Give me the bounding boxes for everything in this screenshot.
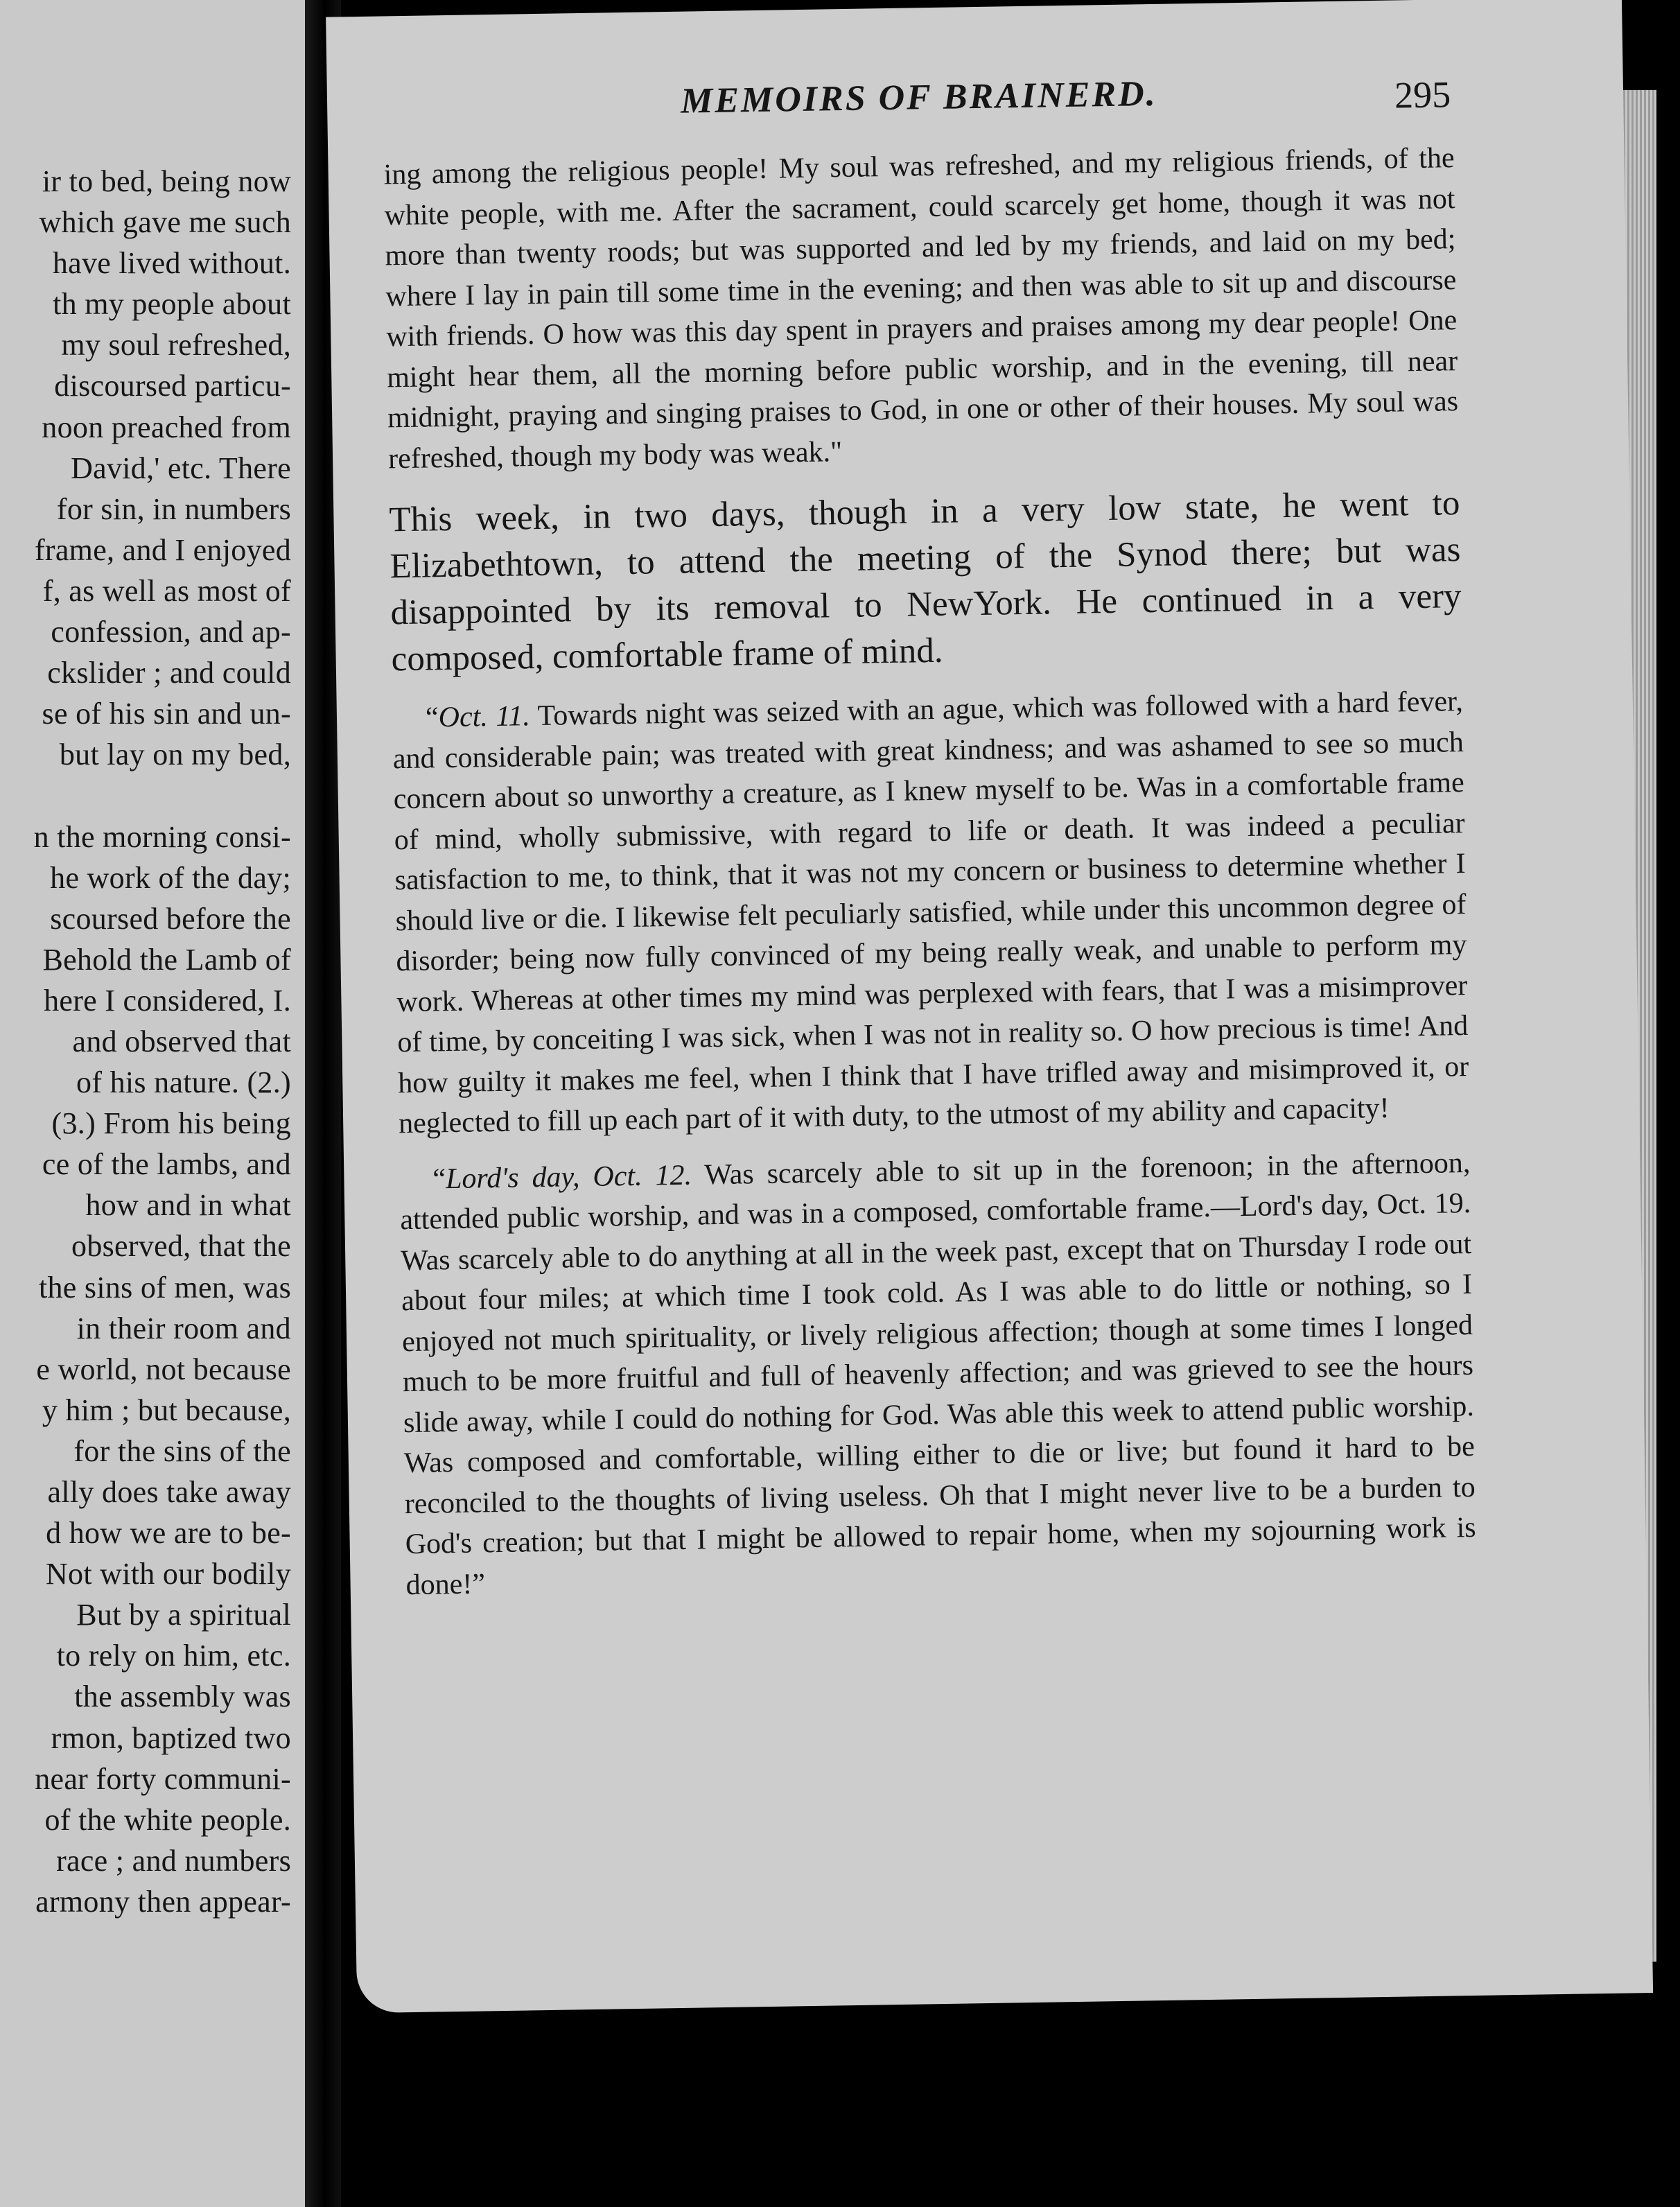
left-page-line: in their room and <box>76 1311 291 1345</box>
left-page-line: of his nature. (2.) <box>76 1065 291 1100</box>
left-page-line: n the morning consi- <box>33 819 291 854</box>
left-page-line: se of his sin and un- <box>42 697 291 731</box>
left-page-line: f, as well as most of <box>42 573 291 608</box>
left-page-line: ally does take away <box>47 1475 291 1509</box>
diary-entry <box>399 1142 1477 1605</box>
left-page <box>0 0 305 2207</box>
left-page-line: to rely on him, etc. <box>56 1639 291 1673</box>
left-page-line: he work of the day; <box>50 860 291 895</box>
left-page-line: here I considered, I. <box>44 983 291 1018</box>
entry-date: Lord's day, Oct. 12. <box>445 1159 692 1195</box>
left-page-line: ckslider ; and could <box>47 656 291 690</box>
narrative-paragraph: This week, in two days, though in a very low state, he went to Elizabethtown, to attend the meeting of the Synod there; but was disappointed by its removal to NewYork. He continued in a very composed, comfortable frame of mind. <box>389 484 1462 679</box>
left-page-line: y him ; but because, <box>42 1393 291 1427</box>
left-page-line: which gave me such <box>39 205 291 240</box>
left-page-line: race ; and numbers <box>56 1843 291 1878</box>
left-page-line: But by a spiritual <box>76 1598 291 1632</box>
text-block <box>383 138 1477 1605</box>
continued-quote-paragraph: ing among the religious people! My soul was refreshed, and my religious friends, of the white people, with me. After the sacrament, could scarcely get home, though it was not more than twenty roods; but was supported and led by my friends, and laid on my bed; where I lay in pain till some time in the evening; and then was able to sit up and discourse with friends. O how was this day spent in prayers and praises among my dear people! One might hear them, all the morning before public worship, and in the evening, till near midnight, praying and singing praises to God, in one or other of their houses. My soul was refreshed, though my body was weak." <box>383 142 1459 475</box>
left-page-line: David,' etc. There <box>71 451 291 485</box>
left-page-line: the sins of men, was <box>38 1270 291 1305</box>
left-page-line: th my people about <box>53 287 291 322</box>
entry-date: Oct. 11. <box>438 700 531 734</box>
running-head: MEMOIRS OF BRAINERD. <box>680 73 1158 121</box>
entry-text: Towards night was seized with an ague, which was followed with a hard fever, and considerable pain; was treated with great kindness; and was ashamed to see so much concern about so unworthy a creature, as I knew myself to be. Was in a comfortable frame of mind, wholly submissive, with regard to life or death. It was indeed a peculiar satisfaction to me, to think, that it was not my concern or business to determine whether I should live or die. I likewise felt peculiarly satisfied, while under this uncommon degree of disorder; being now fully convinced of my being really weak, and unable to perform my work. Whereas at other times my mind was perplexed with fears, that I was a misimprover of time, by conceiting I was sick, when I was not in reality so. O how precious is time! And how guilty it makes me feel, when I think that I have trifled away and misimproved it, or neglected to fill up each part of it with duty, to the utmost of my ability and capacity! <box>392 686 1469 1140</box>
left-page-line: ce of the lambs, and <box>42 1147 291 1182</box>
page-header <box>327 68 1506 135</box>
left-page-line: the assembly was <box>74 1680 291 1714</box>
left-page-line: but lay on my bed, <box>59 738 291 772</box>
left-page-line: noon preached from <box>42 410 291 444</box>
left-page-line: for the sins of the <box>73 1433 291 1468</box>
left-page-line: armony then appear- <box>35 1884 291 1919</box>
left-page-text <box>0 161 291 1922</box>
left-page-line: e world, not because <box>36 1352 291 1386</box>
left-page-line: near forty communi- <box>35 1761 291 1796</box>
left-page-line: frame, and I enjoyed <box>34 532 291 567</box>
left-page-line: ir to bed, being now <box>42 164 291 198</box>
left-page-line: how and in what <box>85 1188 291 1223</box>
left-page-line <box>0 775 291 816</box>
open-quote: “ <box>432 1162 446 1195</box>
entry-text: Was scarcely able to sit up in the forenoon; in the afternoon, attended public worship, and was in a composed, comfortable frame.—Lord's day, Oct. 19. Was scarcely able to do anything at all in the week past, except that on Thursday I rode out about four miles; at which time I took cold. As I was able to do little or nothing, so I enjoyed not much spirituality, or lively religious affection; though at some times I longed much to be more fruitful and full of heavenly affection; and was grieved to see the hours slide away, while I could do nothing for God. Was able this week to attend public worship. Was composed and comfortable, willing either to die or live; but found it hard to be reconciled to the thoughts of living useless. Oh that I might never live to be a burden to God's creation; but that I might be allowed to repair home, when my sojourning work is done!” <box>400 1146 1476 1601</box>
open-quote: “ <box>425 701 439 734</box>
left-page-line: confession, and ap- <box>51 615 291 649</box>
page-number: 295 <box>1394 73 1451 116</box>
left-page-line: Behold the Lamb of <box>42 942 291 977</box>
diary-entry <box>392 681 1470 1144</box>
left-page-line: have lived without. <box>52 246 291 281</box>
left-page-line: and observed that <box>72 1024 291 1058</box>
left-page-line: scoursed before the <box>50 901 291 936</box>
left-page-line: for sin, in numbers <box>56 491 291 526</box>
left-page-line: rmon, baptized two <box>51 1720 291 1755</box>
left-page-line: of the white people. <box>44 1802 291 1837</box>
left-page-line: discoursed particu- <box>54 369 291 403</box>
left-page-line: d how we are to be- <box>46 1516 291 1551</box>
left-page-line: Not with our bodily <box>45 1557 291 1591</box>
left-page-line: observed, that the <box>71 1229 291 1264</box>
left-page-line: my soul refreshed, <box>61 328 291 363</box>
left-page-line: (3.) From his being <box>51 1106 291 1141</box>
right-page <box>326 0 1653 2013</box>
